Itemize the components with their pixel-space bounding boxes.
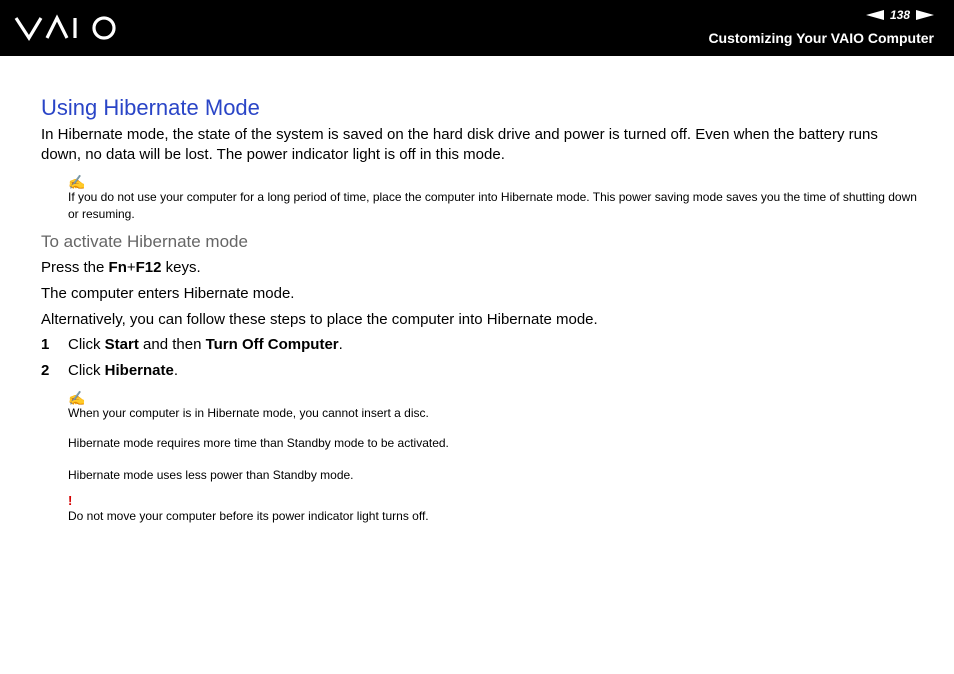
note-line: Hibernate mode requires more time than Standby mode to be activated. — [68, 436, 449, 450]
turn-off-label: Turn Off Computer — [205, 336, 339, 353]
key-f12: F12 — [135, 259, 162, 276]
key-fn: Fn — [108, 259, 127, 276]
step-text — [68, 361, 178, 381]
alternative-paragraph: Alternatively, you can follow these steps to place the computer into Hibernate mode. — [41, 311, 598, 328]
hibernate-label: Hibernate — [104, 362, 174, 379]
note-box-2 — [68, 391, 921, 484]
press-keys-paragraph — [41, 258, 921, 278]
step-1 — [41, 335, 921, 355]
section-title: Customizing Your VAIO Computer — [708, 30, 934, 46]
enters-paragraph: The computer enters Hibernate mode. — [41, 285, 295, 302]
intro-paragraph: In Hibernate mode, the state of the system is saved on the hard disk drive and power is turned off. Even when the battery runs down, no data will be lost. The power indicator light is off in this mode. — [41, 126, 878, 163]
press-post: keys. — [161, 259, 201, 276]
note-pencil-icon: ✍ — [68, 390, 86, 406]
warning-text: Do not move your computer before its power indicator light turns off. — [68, 509, 429, 523]
step-pre: Click — [68, 362, 105, 379]
step-mid: and then — [138, 336, 206, 353]
main-content — [41, 95, 921, 525]
page-title: Using Hibernate Mode — [41, 95, 260, 120]
note-line: When your computer is in Hibernate mode, you cannot insert a disc. — [68, 406, 429, 420]
step-2 — [41, 361, 921, 381]
step-number: 2 — [41, 362, 50, 379]
next-page-arrow-icon[interactable] — [916, 10, 934, 20]
vaio-logo — [14, 14, 120, 42]
start-label: Start — [104, 336, 139, 353]
previous-page-arrow-icon[interactable] — [866, 10, 884, 20]
page-navigation — [866, 7, 934, 23]
note-pencil-icon: ✍ — [68, 174, 86, 190]
step-post: . — [338, 336, 343, 353]
step-pre: Click — [68, 336, 105, 353]
warning-exclamation-icon: ! — [68, 493, 73, 508]
page-number: 138 — [889, 8, 910, 22]
step-number: 1 — [41, 336, 50, 353]
press-pre: Press the — [41, 259, 109, 276]
step-post: . — [173, 362, 179, 379]
step-text — [68, 335, 343, 355]
warning-box — [68, 494, 921, 525]
subheading: To activate Hibernate mode — [41, 232, 248, 251]
note-box-1 — [68, 175, 921, 223]
key-plus: + — [126, 259, 136, 276]
header-bar — [0, 0, 954, 56]
note-line: Hibernate mode uses less power than Standby mode. — [68, 468, 354, 482]
note-text: If you do not use your computer for a long period of time, place the computer into Hibernate mode. This power saving mode saves you the time of shutting down or resuming. — [68, 190, 917, 221]
